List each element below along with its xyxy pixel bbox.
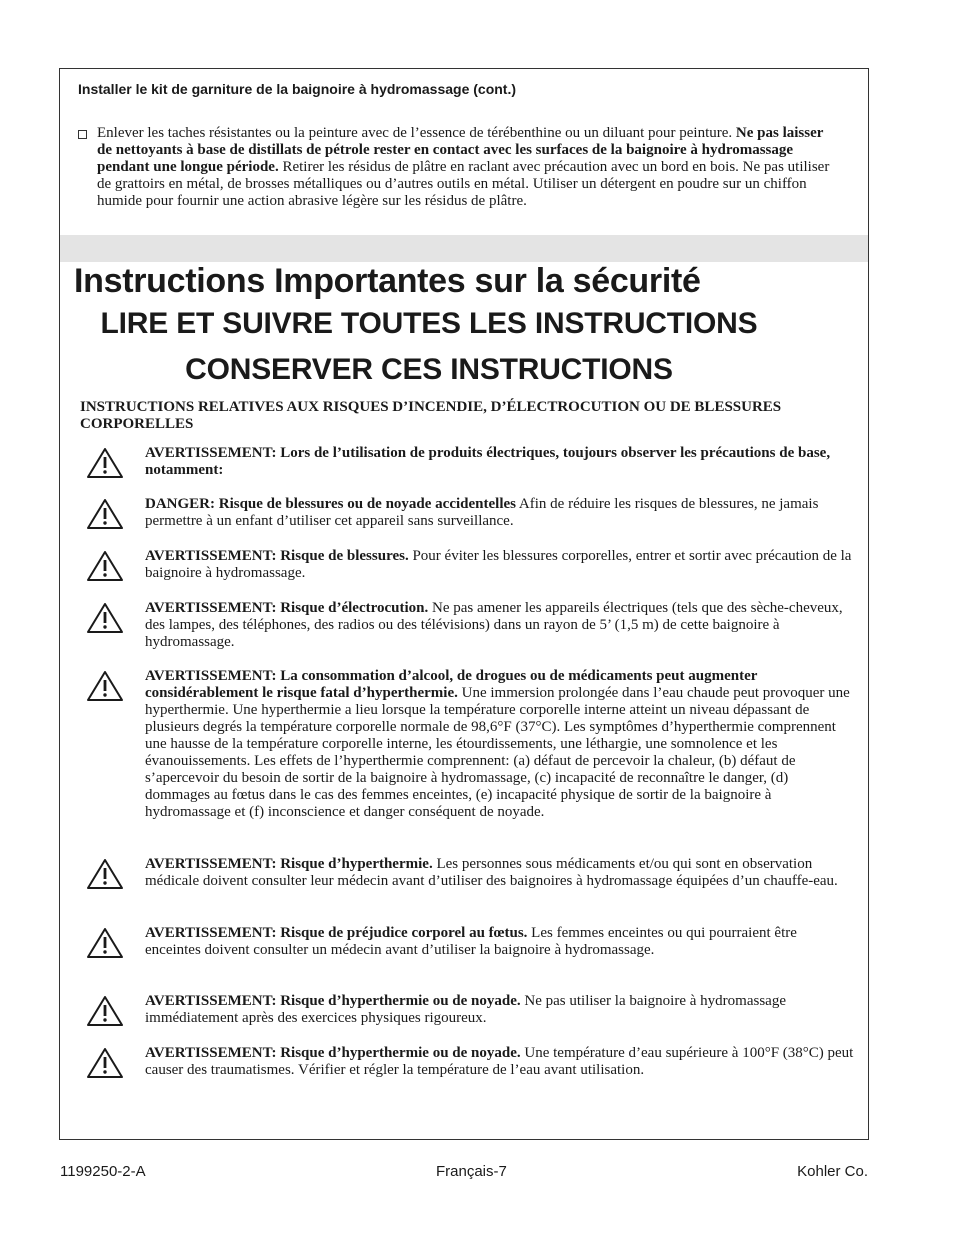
warning-item: [86, 925, 856, 959]
safety-subtitle-keep: CONSERVER CES INSTRUCTIONS: [185, 353, 673, 386]
warning-text: AVERTISSEMENT: Risque d’hyperthermie ou de noyade. Ne pas utiliser la baignoire à hydromassage immédiatement après des exercices physiques rigoureux.: [145, 993, 786, 1026]
warning-item: [86, 668, 856, 821]
section-divider-band: [60, 235, 868, 262]
warning-item: [86, 600, 856, 651]
warning-text: AVERTISSEMENT: Risque d’électrocution. Ne pas amener les appareils électriques (tels que des sèche-cheveux, des lampes, des téléphones, des radios ou des télévisions) dans un rayon de 5’ (1,5 m) de cette baignoire à hydromassage.: [145, 600, 843, 650]
risk-heading: INSTRUCTIONS RELATIVES AUX RISQUES D’INCENDIE, D’ÉLECTROCUTION OU DE BLESSURES CORPORELLES: [80, 399, 782, 432]
warning-text: AVERTISSEMENT: Risque de blessures. Pour éviter les blessures corporelles, entrer et sortir avec précaution de la baignoire à hydromassage.: [145, 548, 852, 581]
warning-triangle-icon: [86, 858, 124, 890]
warning-triangle-icon: [86, 550, 124, 582]
section-title: Installer le kit de garniture de la baignoire à hydromassage (cont.): [78, 81, 517, 97]
checkbox-bullet-icon: [78, 130, 87, 139]
bullet-text: Enlever les taches résistantes ou la peinture avec de l’essence de térébenthine ou un diluant pour peinture. Ne pas laisser de nettoyants à base de distillats de pétrole rester en contact avec les surfaces de la baignoire à hydromassage pendant une longue période. Retirer les résidus de plâtre en raclant avec précaution avec un bord en bois. Ne pas utiliser de grattoirs en métal, de brosses métalliques ou d’autres outils en métal. Utiliser un détergent en poudre sur un chiffon humide pour fournir une action abrasive légère sur les résidus de plâtre.: [97, 125, 830, 209]
warning-item: [86, 1045, 856, 1079]
warning-text: AVERTISSEMENT: Risque d’hyperthermie ou de noyade. Une température d’eau supérieure à 100°F (38°C) peut causer des traumatismes. Vérifier et régler la température de l’eau avant utilisation.: [145, 1045, 854, 1078]
warning-text: AVERTISSEMENT: La consommation d’alcool, de drogues ou de médicaments peut augmenter considérablement le risque fatal d’hyperthermie. Une immersion prolongée dans l’eau chaude peut provoquer une hyperthermie. Une hyperthermie a lieu lorsque la température corporelle interne atteint un niveau dépassant de plusieurs degrés la température corporelle normale de 98,6°F (37°C). Les symptômes d’hyperthermie comprennent une hausse de la température corporelle interne, les étourdissements, une léthargie, une somnolence et les évanouissements. Les effets de l’hyperthermie comprennent: (a) défaut de percevoir la chaleur, (b) défaut de s’apercevoir du besoin de sortir de la baignoire à hydromassage, (c) incapacité de reconnaître le danger, (d) dommages au fœtus dans le cas des femmes enceintes, (e) incapacité physique de sortir de la baignoire à hydromassage et (f) inconscience et danger conséquent de noyade.: [145, 668, 850, 820]
warning-item: [86, 993, 856, 1027]
warning-text: DANGER: Risque de blessures ou de noyade accidentelles Afin de réduire les risques de blessures, ne jamais permettre à un enfant d’utiliser cet appareil sans surveillance.: [145, 496, 819, 529]
warning-triangle-icon: [86, 498, 124, 530]
footer-page-number: Français-7: [436, 1163, 507, 1180]
safety-title: Instructions Importantes sur la sécurité: [74, 262, 701, 300]
warning-triangle-icon: [86, 927, 124, 959]
warning-item: [86, 548, 856, 582]
warning-triangle-icon: [86, 995, 124, 1027]
warning-text: AVERTISSEMENT: Risque de préjudice corporel au fœtus. Les femmes enceintes ou qui pourraient être enceintes doivent consulter un médecin avant d’utiliser la baignoire à hydromassage.: [145, 925, 797, 958]
cleaning-bullet: [78, 125, 838, 210]
warning-triangle-icon: [86, 670, 124, 702]
warning-item: [86, 445, 856, 479]
warning-triangle-icon: [86, 602, 124, 634]
warning-item: [86, 496, 856, 530]
safety-subtitle-read: LIRE ET SUIVRE TOUTES LES INSTRUCTIONS: [100, 307, 758, 340]
footer-company: Kohler Co.: [797, 1163, 868, 1180]
content-frame: [59, 68, 869, 1140]
warning-text: AVERTISSEMENT: Lors de l’utilisation de produits électriques, toujours observer les précautions de base, notamment:: [145, 445, 831, 478]
warning-triangle-icon: [86, 1047, 124, 1079]
warning-item: [86, 856, 856, 890]
warning-text: AVERTISSEMENT: Risque d’hyperthermie. Les personnes sous médicaments et/ou qui sont en observation médicale doivent consulter leur médecin avant d’utiliser des baignoires à hydromassage équipées d’un chauffe-eau.: [145, 856, 838, 889]
warning-triangle-icon: [86, 447, 124, 479]
footer-doc-number: 1199250-2-A: [60, 1163, 146, 1180]
